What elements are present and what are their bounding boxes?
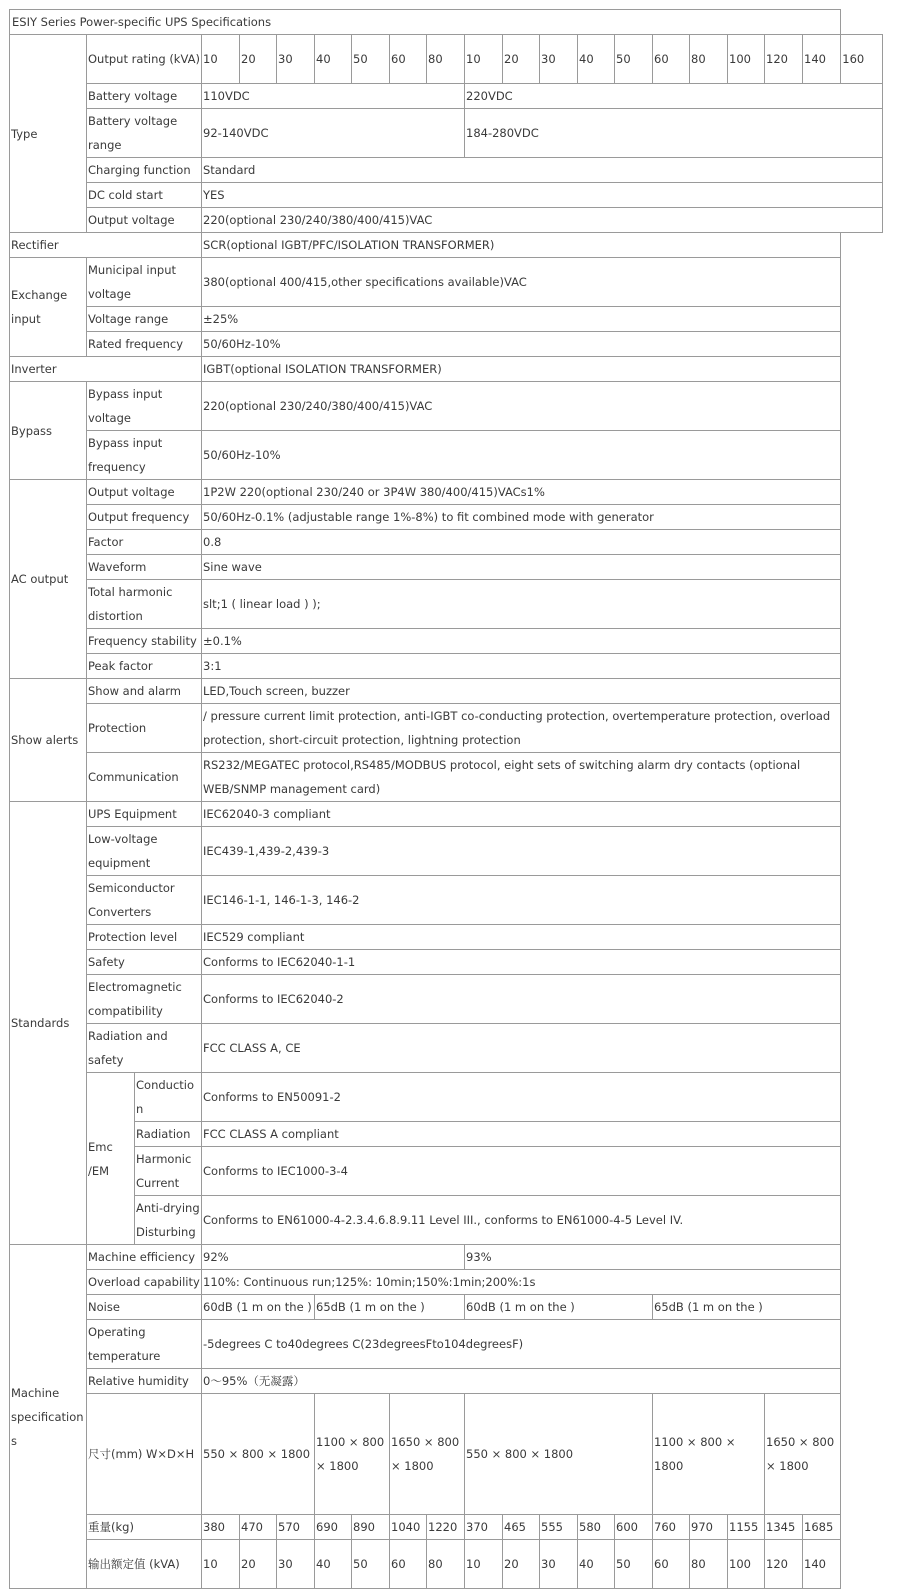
row-conduction xyxy=(10,1073,883,1122)
row-semiconductor xyxy=(10,876,883,925)
value-efficiency-b: 93% xyxy=(465,1245,841,1270)
value-battery-voltage-110: 110VDC xyxy=(202,84,465,109)
rating-cell: 10 xyxy=(465,35,503,84)
row-radiation xyxy=(10,1122,883,1147)
rated-cell: 60 xyxy=(390,1540,427,1589)
rated-cell: 50 xyxy=(352,1540,390,1589)
label-charging: Charging function xyxy=(87,158,202,183)
value-noise-2: 65dB (1 m on the ) xyxy=(315,1295,465,1320)
row-battery-range xyxy=(10,109,883,158)
label-frequency-stability: Frequency stability xyxy=(87,629,202,654)
row-frequency-stability xyxy=(10,629,883,654)
label-thd: Total harmonic distortion xyxy=(87,580,202,629)
label-voltage-range: Voltage range xyxy=(87,307,202,332)
value-noise-1: 60dB (1 m on the ) xyxy=(202,1295,315,1320)
value-low-voltage: IEC439-1,439-2,439-3 xyxy=(202,827,841,876)
group-ac-output: AC output xyxy=(10,480,87,679)
label-protection: Protection xyxy=(87,704,202,753)
rated-cell: 20 xyxy=(240,1540,277,1589)
value-size: 550 × 800 × 1800 xyxy=(202,1394,315,1515)
row-size xyxy=(10,1394,883,1515)
label-bypass-voltage: Bypass input voltage xyxy=(87,382,202,431)
rating-cell: 30 xyxy=(540,35,578,84)
weight-cell: 1155 xyxy=(728,1515,765,1540)
row-voltage-range xyxy=(10,307,883,332)
label-waveform: Waveform xyxy=(87,555,202,580)
label-conduction: Conduction xyxy=(135,1073,202,1122)
row-municipal-voltage xyxy=(10,258,883,307)
spec-table xyxy=(9,9,883,1589)
row-overload xyxy=(10,1270,883,1295)
label-dc-cold-start: DC cold start xyxy=(87,183,202,208)
rated-cell: 80 xyxy=(427,1540,465,1589)
group-exchange-input: Exchange input xyxy=(10,258,87,357)
weight-cell: 380 xyxy=(202,1515,240,1540)
value-bypass-frequency: 50/60Hz-10% xyxy=(202,431,841,480)
row-factor xyxy=(10,530,883,555)
weight-cell: 465 xyxy=(503,1515,540,1540)
row-noise xyxy=(10,1295,883,1320)
label-communication: Communication xyxy=(87,753,202,802)
row-rated-frequency xyxy=(10,332,883,357)
rating-cell: 100 xyxy=(728,35,765,84)
weight-cell: 570 xyxy=(277,1515,315,1540)
row-bypass-frequency xyxy=(10,431,883,480)
label-show-alarm: Show and alarm xyxy=(87,679,202,704)
value-radiation: FCC CLASS A compliant xyxy=(202,1122,841,1147)
rated-cell: 100 xyxy=(728,1540,765,1589)
row-electromagnetic xyxy=(10,975,883,1024)
label-ac-output-frequency: Output frequency xyxy=(87,505,202,530)
value-factor: 0.8 xyxy=(202,530,841,555)
rated-cell: 10 xyxy=(465,1540,503,1589)
label-ac-output-voltage: Output voltage xyxy=(87,480,202,505)
value-thd: slt;1 ( linear load ) ); xyxy=(202,580,841,629)
label-semiconductor: Semiconductor Converters xyxy=(87,876,202,925)
row-rated-output xyxy=(10,1540,883,1589)
row-ac-output-frequency xyxy=(10,505,883,530)
row-protection-level xyxy=(10,925,883,950)
rating-cell: 40 xyxy=(578,35,615,84)
value-ac-output-frequency: 50/60Hz-0.1% (adjustable range 1%-8%) to fit combined mode with generator xyxy=(202,505,841,530)
weight-cell: 600 xyxy=(615,1515,653,1540)
label-ups-equipment: UPS Equipment xyxy=(87,802,202,827)
group-show-alerts: Show alerts xyxy=(10,679,87,802)
value-rated-frequency: 50/60Hz-10% xyxy=(202,332,841,357)
row-weight xyxy=(10,1515,883,1540)
rating-cell: 50 xyxy=(615,35,653,84)
value-output-voltage: 220(optional 230/240/380/400/415)VAC xyxy=(202,208,883,233)
label-municipal-voltage: Municipal input voltage xyxy=(87,258,202,307)
label-output-voltage: Output voltage xyxy=(87,208,202,233)
row-peak-factor xyxy=(10,654,883,679)
group-inverter: Inverter xyxy=(10,357,202,382)
label-harmonic-current: Harmonic Current xyxy=(135,1147,202,1196)
label-safety: Safety xyxy=(87,950,202,975)
rating-cell: 60 xyxy=(653,35,690,84)
value-municipal-voltage: 380(optional 400/415,other specifications available)VAC xyxy=(202,258,841,307)
rating-cell: 80 xyxy=(690,35,728,84)
value-size: 1650 × 800 × 1800 xyxy=(765,1394,841,1515)
value-frequency-stability: ±0.1% xyxy=(202,629,841,654)
value-efficiency-a: 92% xyxy=(202,1245,465,1270)
weight-cell: 690 xyxy=(315,1515,352,1540)
rating-cell: 10 xyxy=(202,35,240,84)
row-bypass-voltage xyxy=(10,382,883,431)
row-operating-temperature xyxy=(10,1320,883,1369)
label-radiation-safety: Radiation and safety xyxy=(87,1024,202,1073)
rated-cell: 80 xyxy=(690,1540,728,1589)
value-overload: 110%: Continuous run;125%: 10min;150%:1min;200%:1s xyxy=(202,1270,841,1295)
value-semiconductor: IEC146-1-1, 146-1-3, 146-2 xyxy=(202,876,841,925)
row-radiation-safety xyxy=(10,1024,883,1073)
group-type: Type xyxy=(10,35,87,233)
rating-cell: 80 xyxy=(427,35,465,84)
label-size: 尺寸(mm) W×D×H xyxy=(87,1394,202,1515)
value-show-alarm: LED,Touch screen, buzzer xyxy=(202,679,841,704)
rated-cell: 50 xyxy=(615,1540,653,1589)
value-bypass-voltage: 220(optional 230/240/380/400/415)VAC xyxy=(202,382,841,431)
row-communication xyxy=(10,753,883,802)
value-safety: Conforms to IEC62040-1-1 xyxy=(202,950,841,975)
value-radiation-safety: FCC CLASS A, CE xyxy=(202,1024,841,1073)
label-relative-humidity: Relative humidity xyxy=(87,1369,202,1394)
row-machine-efficiency xyxy=(10,1245,883,1270)
label-radiation: Radiation xyxy=(135,1122,202,1147)
row-safety xyxy=(10,950,883,975)
rating-cell: 40 xyxy=(315,35,352,84)
label-battery-range: Battery voltage range xyxy=(87,109,202,158)
rating-cell: 140 xyxy=(803,35,841,84)
weight-cell: 580 xyxy=(578,1515,615,1540)
group-rectifier: Rectifier xyxy=(10,233,202,258)
value-battery-voltage-220: 220VDC xyxy=(465,84,883,109)
rated-cell: 10 xyxy=(202,1540,240,1589)
label-battery-voltage: Battery voltage xyxy=(87,84,202,109)
value-anti-drying: Conforms to EN61000-4-2.3.4.6.8.9.11 Level III., conforms to EN61000-4-5 Level IV. xyxy=(202,1196,841,1245)
label-weight: 重量(kg) xyxy=(87,1515,202,1540)
title-row xyxy=(10,10,883,35)
row-show-alarm xyxy=(10,679,883,704)
row-ac-output-voltage xyxy=(10,480,883,505)
weight-cell: 555 xyxy=(540,1515,578,1540)
rating-cell: 20 xyxy=(240,35,277,84)
weight-cell: 970 xyxy=(690,1515,728,1540)
label-protection-level: Protection level xyxy=(87,925,202,950)
value-noise-4: 65dB (1 m on the ) xyxy=(653,1295,841,1320)
value-battery-range-220: 184-280VDC xyxy=(465,109,883,158)
rating-cell: 160 xyxy=(841,35,883,84)
label-operating-temperature: Operating temperature xyxy=(87,1320,202,1369)
value-battery-range-110: 92-140VDC xyxy=(202,109,465,158)
weight-cell: 470 xyxy=(240,1515,277,1540)
rated-cell: 60 xyxy=(653,1540,690,1589)
label-anti-drying: Anti-drying Disturbing xyxy=(135,1196,202,1245)
row-waveform xyxy=(10,555,883,580)
value-peak-factor: 3:1 xyxy=(202,654,841,679)
rated-cell: 30 xyxy=(277,1540,315,1589)
row-thd xyxy=(10,580,883,629)
label-overload: Overload capability xyxy=(87,1270,202,1295)
label-low-voltage: Low-voltage equipment xyxy=(87,827,202,876)
value-harmonic-current: Conforms to IEC1000-3-4 xyxy=(202,1147,841,1196)
value-protection: / pressure current limit protection, anti-IGBT co-conducting protection, overtemperature protection, overload protection, short-circuit protection, lightning protection xyxy=(202,704,841,753)
value-electromagnetic: Conforms to IEC62040-2 xyxy=(202,975,841,1024)
row-ups-equipment xyxy=(10,802,883,827)
group-machine: Machine specifications xyxy=(10,1245,87,1589)
value-rectifier: SCR(optional IGBT/PFC/ISOLATION TRANSFORMER) xyxy=(202,233,841,258)
label-noise: Noise xyxy=(87,1295,202,1320)
weight-cell: 1220 xyxy=(427,1515,465,1540)
label-output-rating: Output rating (kVA) xyxy=(87,35,202,84)
row-output-rating xyxy=(10,35,883,84)
row-dc-cold-start xyxy=(10,183,883,208)
weight-cell: 1345 xyxy=(765,1515,803,1540)
label-peak-factor: Peak factor xyxy=(87,654,202,679)
table-title: ESIY Series Power-specific UPS Specifications xyxy=(10,10,841,35)
value-size: 1650 × 800 × 1800 xyxy=(390,1394,465,1515)
rating-cell: 50 xyxy=(352,35,390,84)
value-noise-3: 60dB (1 m on the ) xyxy=(465,1295,653,1320)
rated-cell: 30 xyxy=(540,1540,578,1589)
value-waveform: Sine wave xyxy=(202,555,841,580)
value-ac-output-voltage: 1P2W 220(optional 230/240 or 3P4W 380/400/415)VACs1% xyxy=(202,480,841,505)
rating-cell: 60 xyxy=(390,35,427,84)
value-inverter: IGBT(optional ISOLATION TRANSFORMER) xyxy=(202,357,841,382)
value-size: 1100 × 800 × 1800 xyxy=(653,1394,765,1515)
label-electromagnetic: Electromagnetic compatibility xyxy=(87,975,202,1024)
row-harmonic-current xyxy=(10,1147,883,1196)
value-size: 1100 × 800 × 1800 xyxy=(315,1394,390,1515)
weight-cell: 1040 xyxy=(390,1515,427,1540)
rated-cell: 40 xyxy=(315,1540,352,1589)
row-low-voltage xyxy=(10,827,883,876)
value-communication: RS232/MEGATEC protocol,RS485/MODBUS protocol, eight sets of switching alarm dry contacts (optional WEB/SNMP management card) xyxy=(202,753,841,802)
value-relative-humidity: 0～95%（无凝露） xyxy=(202,1369,841,1394)
weight-cell: 760 xyxy=(653,1515,690,1540)
row-anti-drying xyxy=(10,1196,883,1245)
row-battery-voltage xyxy=(10,84,883,109)
row-inverter xyxy=(10,357,883,382)
group-bypass: Bypass xyxy=(10,382,87,480)
value-voltage-range: ±25% xyxy=(202,307,841,332)
row-output-voltage xyxy=(10,208,883,233)
label-bypass-frequency: Bypass input frequency xyxy=(87,431,202,480)
value-conduction: Conforms to EN50091-2 xyxy=(202,1073,841,1122)
row-protection xyxy=(10,704,883,753)
rating-cell: 20 xyxy=(503,35,540,84)
label-rated-output: 输出额定值 (kVA) xyxy=(87,1540,202,1589)
value-size: 550 × 800 × 1800 xyxy=(465,1394,653,1515)
rated-cell: 20 xyxy=(503,1540,540,1589)
value-operating-temperature: -5degrees C to40degrees C(23degreesFto104degreesF) xyxy=(202,1320,841,1369)
group-emc: Emc /EM xyxy=(87,1073,135,1245)
rated-cell: 40 xyxy=(578,1540,615,1589)
weight-cell: 1685 xyxy=(803,1515,841,1540)
value-dc-cold-start: YES xyxy=(202,183,883,208)
value-protection-level: IEC529 compliant xyxy=(202,925,841,950)
label-rated-frequency: Rated frequency xyxy=(87,332,202,357)
rated-cell: 120 xyxy=(765,1540,803,1589)
weight-cell: 890 xyxy=(352,1515,390,1540)
rating-cell: 120 xyxy=(765,35,803,84)
rating-cell: 30 xyxy=(277,35,315,84)
label-machine-efficiency: Machine efficiency xyxy=(87,1245,202,1270)
rated-cell: 140 xyxy=(803,1540,841,1589)
value-charging: Standard xyxy=(202,158,883,183)
group-standards: Standards xyxy=(10,802,87,1245)
row-relative-humidity xyxy=(10,1369,883,1394)
weight-cell: 370 xyxy=(465,1515,503,1540)
row-charging xyxy=(10,158,883,183)
row-rectifier xyxy=(10,233,883,258)
label-factor: Factor xyxy=(87,530,202,555)
value-ups-equipment: IEC62040-3 compliant xyxy=(202,802,841,827)
